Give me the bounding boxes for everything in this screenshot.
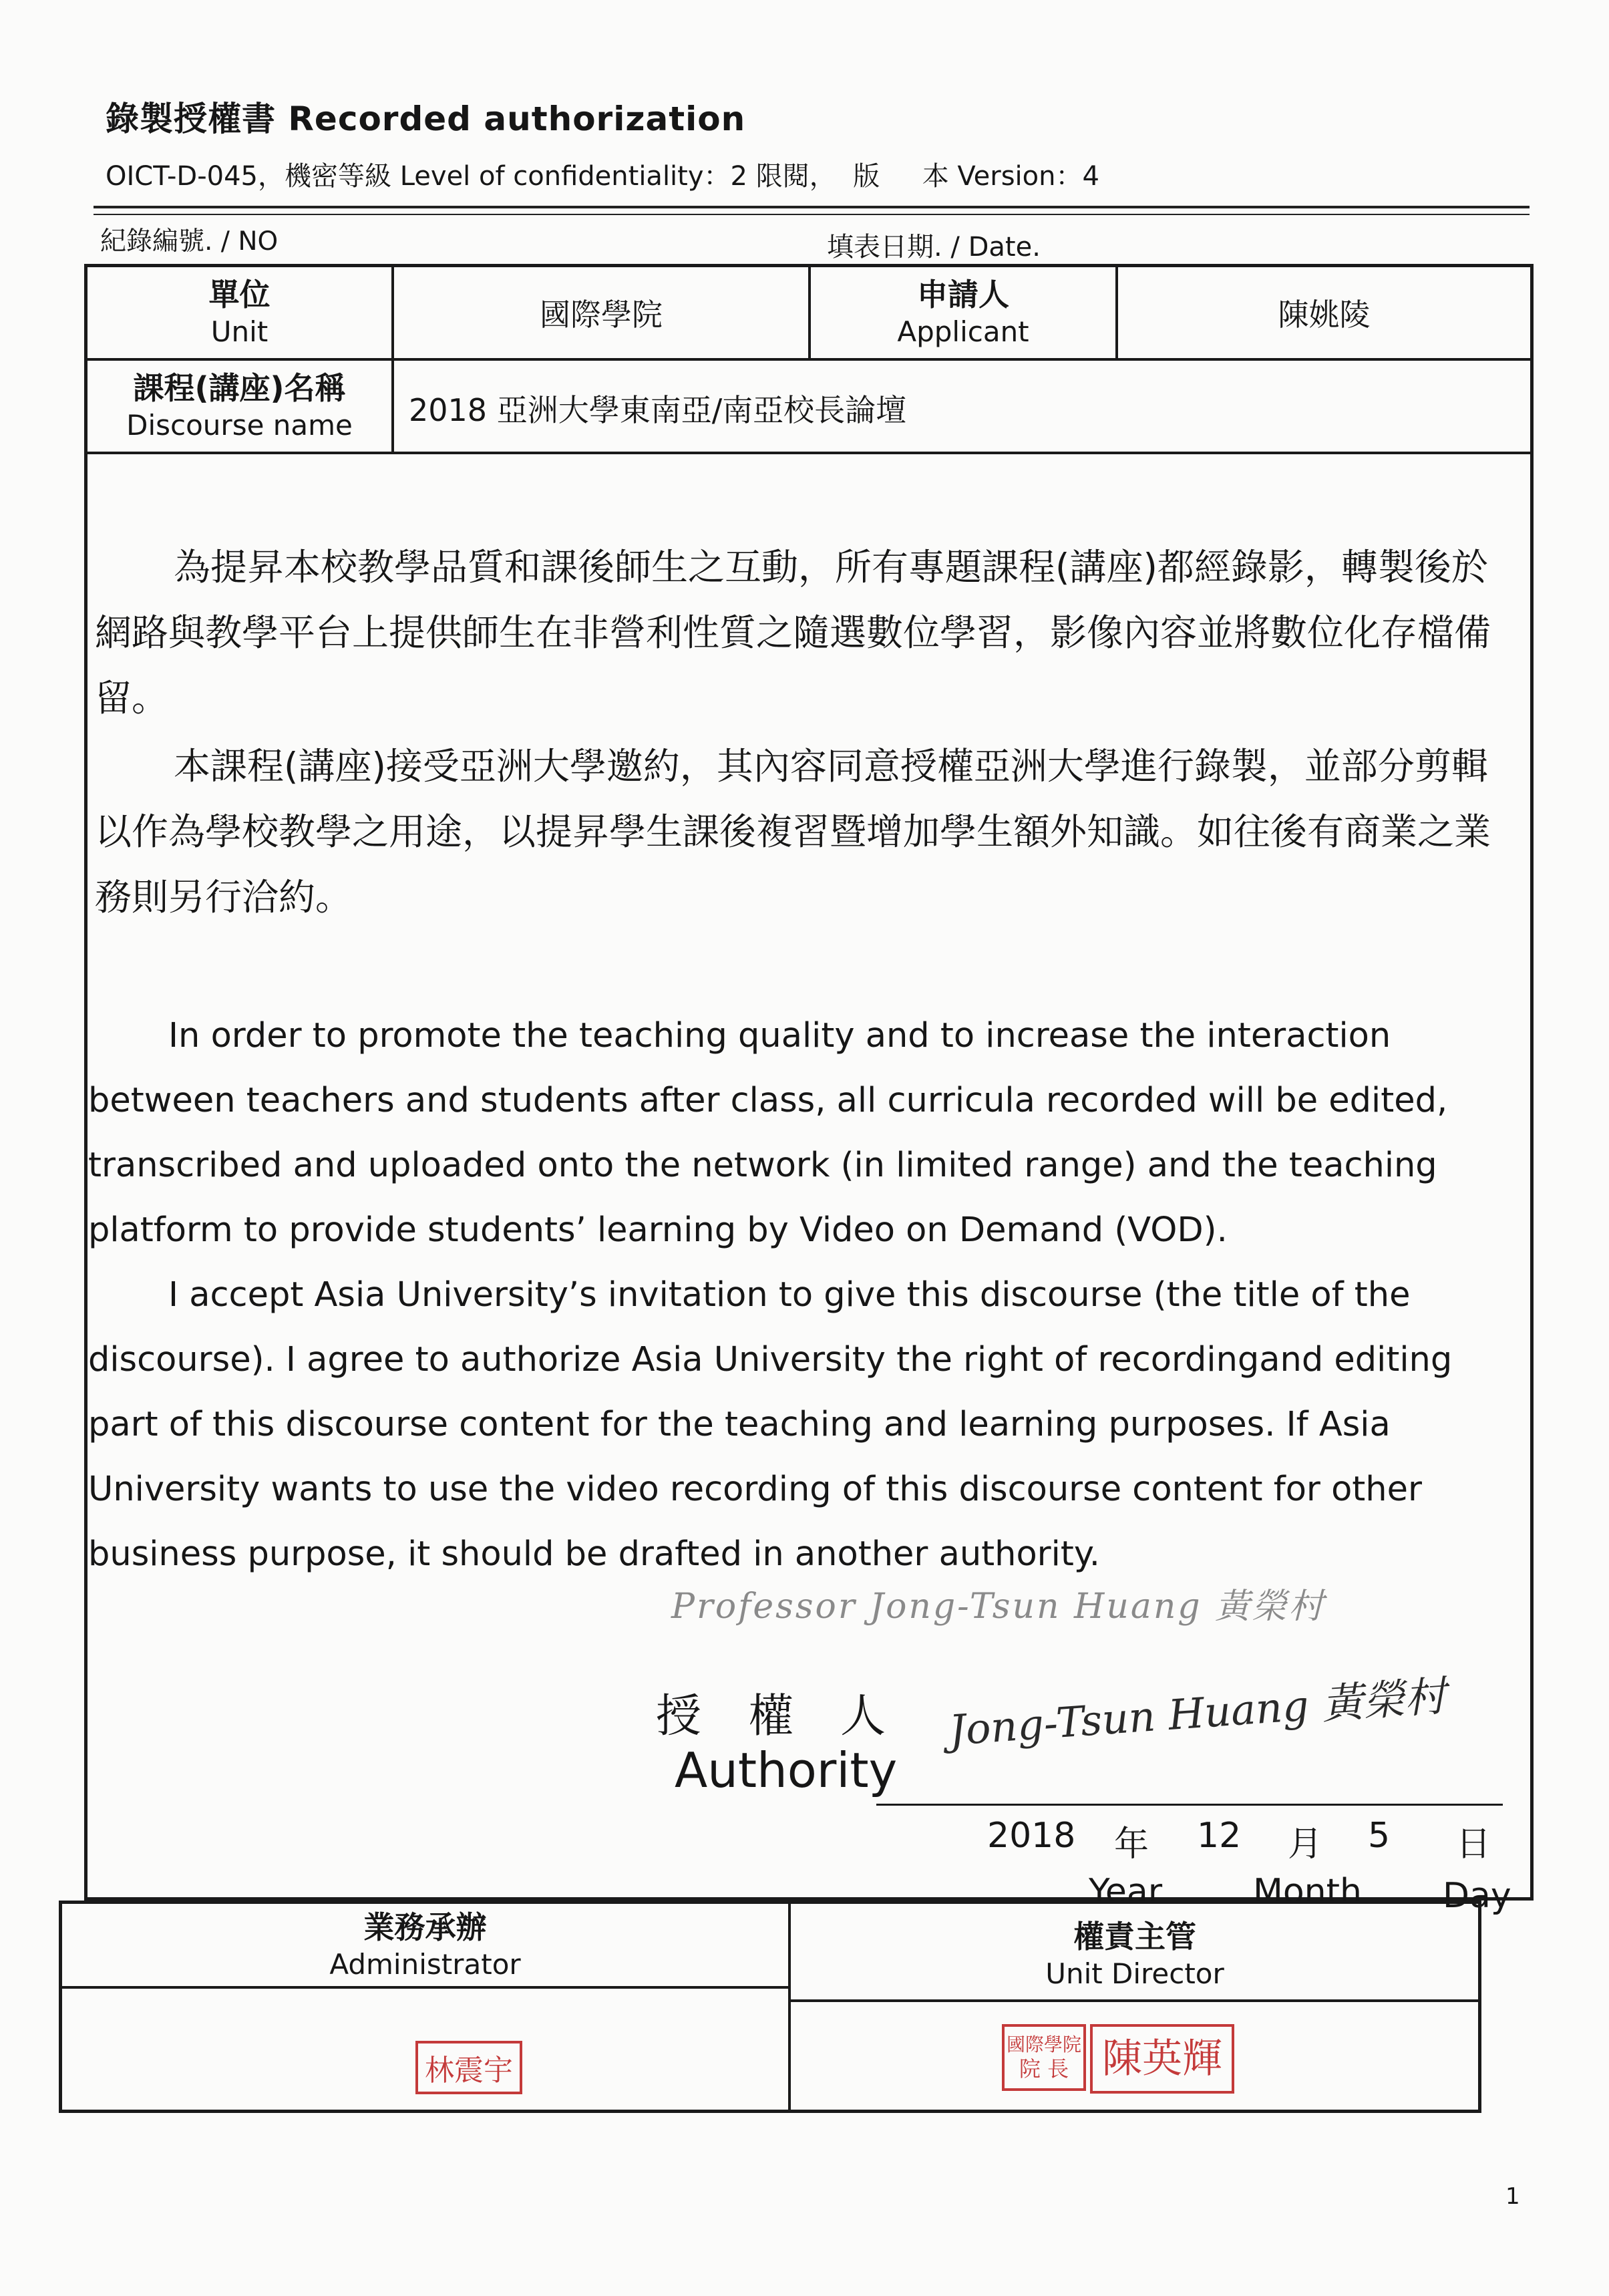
director-stamp: 陳英輝 <box>1090 2024 1234 2094</box>
header-rule <box>94 206 1530 208</box>
applicant-value-cell <box>1118 267 1530 358</box>
applicant-label <box>811 267 1115 358</box>
row-divider <box>788 1999 1481 2002</box>
applicant-value: 陳姚陵 <box>1278 297 1371 333</box>
admin-stamp: 林震宇 <box>415 2041 522 2094</box>
date-label: 填表日期. / Date. <box>827 232 1041 263</box>
document-title: 錄製授權書 Recorded authorization <box>106 100 746 138</box>
date-year-en: Year <box>1089 1872 1163 1912</box>
director-seal-bottom: 院 長 <box>1019 2056 1069 2082</box>
english-paragraph: In order to promote the teaching quality and to increase the interaction between teachers and students after class, all curricula recorded will be edited, transcribed and uploaded onto the network (in limited range) and the teaching platform to provide students’ learning by Video on Demand (VOD). <box>88 1016 1448 1250</box>
row-divider <box>84 452 1534 454</box>
discourse-label-en: Discourse name <box>126 408 353 442</box>
document-meta: OICT-D-045，機密等級 Level of confidentiality：2 限閱， 版 本 Version：4 <box>106 161 1099 192</box>
admin-label-zh: 業務承辦 <box>363 1909 487 1945</box>
header-rule-thin <box>94 214 1530 215</box>
row-divider <box>59 1986 788 1989</box>
director-seal-top: 國際學院 <box>1006 2033 1081 2056</box>
date-year-zh: 年 <box>1114 1824 1149 1864</box>
admin-label <box>62 1905 788 1985</box>
applicant-label-zh: 申請人 <box>917 277 1009 313</box>
date-month-value: 12 <box>1197 1816 1242 1856</box>
date-day-zh: 日 <box>1456 1824 1491 1864</box>
discourse-label <box>87 361 391 452</box>
unit-label-en: Unit <box>210 315 269 348</box>
admin-label-en: Administrator <box>329 1947 521 1981</box>
date-year-value: 2018 <box>987 1816 1076 1856</box>
date-day-en: Day <box>1443 1876 1511 1916</box>
discourse-value: 2018 亞洲大學東南亞/南亞校長論壇 <box>409 392 907 428</box>
authority-label-en: Authority <box>675 1742 898 1798</box>
unit-value-cell <box>394 267 808 358</box>
authority-label-zh: 授權人 <box>656 1690 933 1743</box>
director-label-zh: 權責主管 <box>1073 1919 1196 1955</box>
director-label <box>791 1911 1479 1999</box>
date-day-value: 5 <box>1368 1816 1391 1856</box>
chinese-paragraph: 本課程(講座)接受亞洲大學邀約，其內容同意授權亞洲大學進行錄製，並部分剪輯以作為學校教學之用途，以提昇學生課後複習暨增加學生額外知識。如往後有商業之業務則另行洽約。 <box>95 745 1491 919</box>
record-no-label: 紀錄編號. / NO <box>100 226 279 257</box>
chinese-paragraph: 為提昇本校教學品質和課後師生之互動，所有專題課程(講座)都經錄影，轉製後於網路與教學平台上提供師生在非營利性質之隨選數位學習，影像內容並將數位化存檔備留。 <box>95 546 1491 719</box>
date-month-en: Month <box>1253 1872 1362 1912</box>
page-number: 1 <box>1505 2183 1520 2210</box>
director-label-en: Unit Director <box>1045 1957 1224 1990</box>
discourse-label-zh: 課程(講座)名稱 <box>133 370 346 406</box>
english-body <box>88 1003 1491 1587</box>
handwritten-name: Professor Jong-Tsun Huang 黃榮村 <box>671 1587 1326 1627</box>
date-month-zh: 月 <box>1288 1824 1323 1864</box>
unit-label <box>87 267 391 358</box>
director-seal <box>1002 2024 1086 2091</box>
unit-label-zh: 單位 <box>208 277 271 313</box>
applicant-label-en: Applicant <box>897 315 1029 348</box>
chinese-body <box>95 534 1504 933</box>
unit-value: 國際學院 <box>540 297 663 333</box>
authority-signature: Jong-Tsun Huang 黃榮村 <box>947 1671 1448 1755</box>
signature-line <box>876 1804 1503 1806</box>
english-paragraph: I accept Asia University’s invitation to give this discourse (the title of the discourse). I agree to authorize Asia University the right of recordingand editing part of this discourse content for the teaching and learning purposes. If Asia University wants to use the video recording of this discourse content for other business purpose, it should be drafted in another authority. <box>88 1275 1453 1574</box>
